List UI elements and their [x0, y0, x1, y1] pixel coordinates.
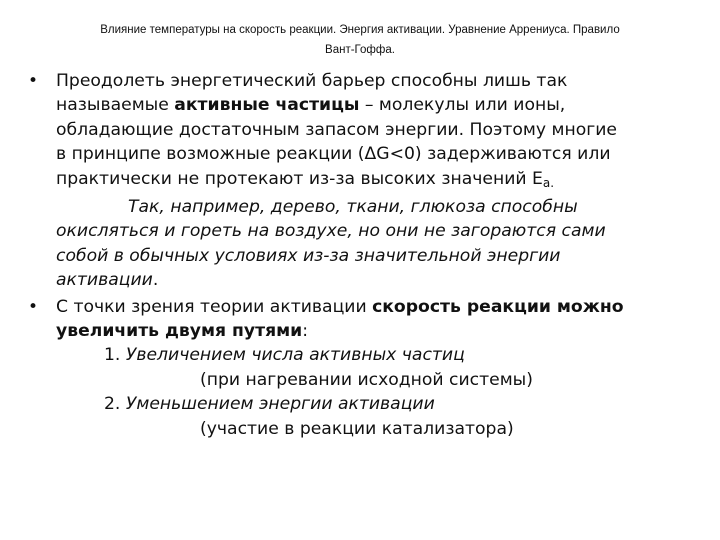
bullet1-line-2-pre: называемые [56, 95, 175, 116]
list-item-2-text: Уменьшением энергии активации [125, 394, 435, 415]
slide-title [20, 20, 700, 60]
bullet1-line-2-post: – молекулы или ионы, [359, 95, 566, 116]
bullet2-line-1-pre: С точки зрения теории активации [56, 296, 373, 317]
list-item-1-text: Увеличением числа активных частиц [125, 345, 465, 366]
example-line-4-italic: активации [56, 270, 153, 291]
bullet-rate-increase [28, 295, 700, 441]
bullet2-line-1 [56, 295, 700, 319]
bullet2-line-2-end: : [302, 321, 309, 342]
list-item-2 [56, 392, 700, 416]
example-line-2: окисляться и гореть на воздухе, но они не загораются сами [56, 221, 606, 242]
example-line-4-end: . [152, 270, 159, 291]
bullet1-line-4: в принципе возможные реакции (ΔG<0) задерживаются или [56, 144, 611, 165]
list-item-2-number: 2. [104, 394, 121, 415]
bullet1-line-3: обладающие достаточным запасом энергии. Поэтому многие [56, 119, 618, 140]
example-line-1: Так, например, дерево, ткани, глюкоза способны [128, 197, 578, 218]
list-item-2-note: (участие в реакции катализатора) [200, 418, 514, 439]
slide-title-line-2: Вант-Гоффа. [325, 44, 395, 56]
bullet-dot-icon: • [28, 71, 39, 91]
bullet2-line-2-bold: увеличить двумя путями [56, 321, 303, 342]
bullet1-line-1: Преодолеть энергетический барьер способны лишь так [56, 71, 568, 91]
slide-title-line-1: Влияние температуры на скорость реакции. Энергия активации. Уравнение Аррениуса. Правило [100, 24, 620, 36]
active-particles-term: активные частицы [174, 95, 360, 116]
activation-energy-subscript: a. [542, 175, 555, 190]
bullet2-line-2 [56, 319, 700, 343]
list-item-1 [56, 343, 700, 367]
bullet1-line-2 [56, 93, 700, 117]
bullet1-line-5 [56, 167, 700, 195]
slide-body [28, 69, 700, 441]
example-line-3: собой в обычных условиях из-за значительной энергии [56, 245, 561, 266]
list-item-1-note: (при нагревании исходной системы) [200, 369, 533, 390]
bullet-dot-icon: • [28, 296, 39, 317]
bullet1-line-5-pre: практически не протекают из-за высоких значений E [56, 168, 543, 189]
list-item-1-number: 1. [104, 345, 121, 366]
example-line-4 [56, 268, 700, 292]
bullet-activation-barrier [28, 69, 700, 293]
bullet2-line-1-bold: скорость реакции можно [372, 296, 624, 317]
